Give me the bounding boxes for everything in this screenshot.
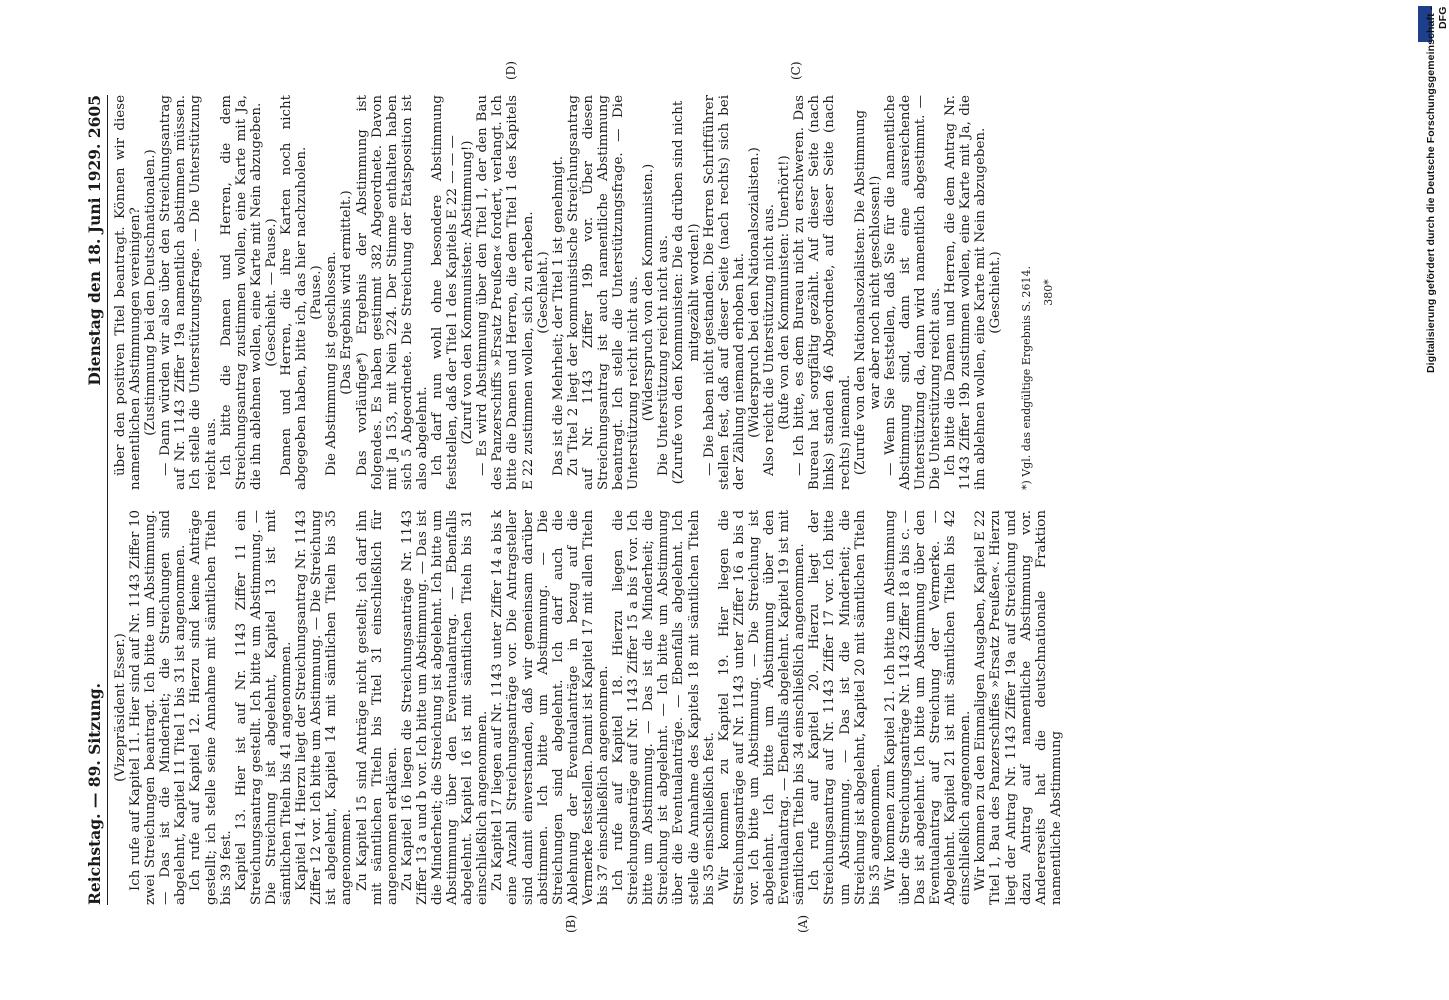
paragraph: Zu Kapitel 15 sind Anträge nicht gestellt; ich darf ihn mit sämtlichen Titeln bis Titel 31 einschließlich für angenommen erklären. bbox=[354, 510, 400, 905]
margin-marker-a: (A) bbox=[796, 914, 810, 933]
paragraph: Ich bitte die Damen und Herren, die dem Streichungsantrag zustimmen wollen, eine Karte mit Ja, die ihn ablehnen wollen, eine Karte mit Nein abzugeben. bbox=[218, 95, 264, 490]
paragraph: Wir kommen zu Kapitel 19. Hier liegen die Streichungsanträge auf Nr. 1143 unter Ziffer 16 a bis d vor. Ich bitte um Abstimmung. — Die Streichung ist abgelehnt. Ich bitte um Abstimmung über den Eventualantrag. — Ebenfalls abgelehnt. Kapitel 19 ist mit sämtlichen Titeln bis 34 einschließlich angenommen. bbox=[716, 510, 808, 905]
paragraph: Also reicht die Unterstützung nicht aus. bbox=[762, 204, 778, 476]
paragraph: — Es wird Abstimmung über den Titel 1, der den Bau des Panzerschiffs »Ersatz Preußen« fordert, verlangt. Ich bitte die Damen und Herren, die dem Titel 1 des Kapitels E 22 zustimmen wollen, sich zu erheben. bbox=[475, 95, 536, 490]
paragraph: Ich rufe auf Kapitel 11. Hier sind auf Nr. 1143 Ziffer 10 zwei Streichungen beantragt. Ich bitte um Abstimmung. — Das ist die Minderheit; die Streichungen sind abgelehnt, Kapitel 11 Titel 1 bis 31 ist angenommen. bbox=[128, 510, 189, 905]
interjection: (Geschieht.) bbox=[988, 251, 1004, 334]
paragraph: — Dann würden wir also über den Streichungsantrag auf Nr. 1143 Ziffer 19a namentlich abstimmen müssen. Ich stelle die Unterstützungsfrage. — Die Unterstützung reicht aus. bbox=[158, 95, 219, 490]
sheet-number: 380* bbox=[1041, 279, 1055, 306]
speaker-line: (Vizepräsident Esser.) bbox=[113, 633, 128, 782]
paragraph: Die Abstimmung ist geschlossen. bbox=[324, 251, 340, 476]
paragraph: Ich rufe auf Kapitel 12. Hierzu sind keine Anträge gestellt; ich stelle seine Annahme mit sämtlichen Titeln bis 39 fest. bbox=[188, 510, 234, 905]
interjection: (Geschieht.) bbox=[535, 251, 551, 334]
paragraph: — Die haben nicht gestanden. Die Herren Schriftführer stellen fest, daß auf dieser Seite (nach rechts) sich bei der Zählung niemand erhoben hat. bbox=[701, 95, 747, 490]
interjection: (Pause.) bbox=[309, 265, 325, 320]
paragraph: über den positiven Titel beantragt. Können wir diese namentlichen Abstimmungen vereinigen? bbox=[113, 95, 144, 490]
interjection: (Widerspruch bei den Nationalsozialisten.) bbox=[746, 147, 762, 438]
paragraph: Zu Kapitel 17 liegen auf Nr. 1143 unter Ziffer 14 a bis k eine Anzahl Streichungsanträge vor. Die Antragsteller sind damit einverstanden, daß wir gemeinsam darüber abstimmen. Ich bitte um Abstimmung. — Die Streichungen sind abgelehnt. Ich darf auch die Ablehnung der Eventualanträge in bezug auf die Vermerke feststellen. Damit ist Kapitel 17 mit allen Titeln bis 37 einschließlich angenommen. bbox=[490, 510, 611, 905]
paragraph: Ich rufe auf Kapitel 18. Hierzu liegen die Streichungsanträge auf Nr. 1143 Ziffer 15 a bis f vor. Ich bitte um Abstimmung. — Das ist die Minderheit; die Streichung ist abgelehnt. — Ich bitte um Abstimmung über die Eventualanträge. — Ebenfalls abgelehnt. Ich stelle die Annahme des Kapitels 18 mit sämtlichen Titeln bis 35 einschließlich fest. bbox=[611, 510, 717, 905]
interjection: (Zurufe von den Nationalsozialisten: Die Abstimmung war aber noch nicht geschlossen!) bbox=[852, 109, 883, 476]
interjection: (Das Ergebnis wird ermittelt.) bbox=[339, 190, 355, 395]
interjection: (Widerspruch von den Kommunisten.) bbox=[641, 163, 657, 422]
document-page bbox=[85, 61, 1240, 933]
paragraph: — Ich bitte, es dem Bureau nicht zu erschweren. Das Bureau hat sorgfältig gezählt. Auf dieser Seite (nach links) standen 46 Abgeordnete, auf dieser Seite (nach rechts) niemand. bbox=[792, 95, 853, 490]
paragraph: Zu Kapitel 16 liegen die Streichungsanträge Nr. 1143 Ziffer 13 a und b vor. Ich bitte um Abstimmung. — Das ist die Minderheit; die Streichung ist abgelehnt. Ich bitte um Abstimmung über den Eventualantrag. — Ebenfalls abgelehnt. Kapitel 16 ist mit sämtlichen Titeln bis 31 einschließlich angenommen. bbox=[399, 510, 491, 905]
paragraph: Kapitel 14. Hierzu liegt der Streichungsantrag Nr. 1143 Ziffer 12 vor. Ich bitte um Abstimmung. — Die Streichung ist abgelehnt, Kapitel 14 mit sämtlichen Titeln bis 35 angenommen. bbox=[294, 510, 355, 905]
paragraph: — Wenn Sie feststellen, daß Sie für die namentliche Abstimmung sind, dann ist eine ausreichende Unterstützung da, dann wird namentlich abgestimmt. — Die Unterstützung reicht aus. bbox=[882, 95, 944, 490]
paragraph: Die Unterstützung reicht nicht aus. bbox=[656, 235, 672, 476]
interjection: (Zurufe von den Kommunisten: Die da drüben sind nicht mitgezählt worden!) bbox=[671, 100, 702, 485]
margin-marker-c: (C) bbox=[789, 61, 803, 80]
paragraph: Ich rufe auf Kapitel 20. Hierzu liegt der Streichungsantrag auf Nr. 1143 Ziffer 17 vor. Ich bitte um Abstimmung. — Das ist die Minderheit; die Streichung ist abgelehnt, Kapitel 20 mit sämtlichen Titeln bis 35 angenommen. bbox=[807, 509, 883, 905]
paragraph: Zu Titel 2 liegt der kommunistische Streichungsantrag auf Nr. 1143 Ziffer 19b vor. Über diesen Streichungsantrag ist auch namentliche Abstimmung beantragt. Ich stelle die Unterstützungsfrage. — Die Unterstützung reicht nicht aus. bbox=[565, 95, 642, 490]
paragraph: Wir kommen zum Kapitel 21. Ich bitte um Abstimmung über die Streichungsanträge Nr. 1143 Ziffer 18 a bis c. — Das ist abgelehnt. Ich bitte um Abstimmung über den Eventualantrag auf Streichung der Vermerke. — Abgelehnt. Kapitel 21 ist mit sämtlichen Titeln bis 42 einschließlich angenommen. bbox=[882, 510, 974, 905]
right-column bbox=[113, 95, 1056, 490]
paragraph: Das vorläufige*) Ergebnis der Abstimmung ist folgendes. Es haben gestimmt 382 Abgeordnete. Davon mit Ja 153, mit Nein 224. Der Stimme enthalten haben sich 5 Abgeordnete. Die Streichung der Etatsposition ist also abgelehnt. bbox=[354, 95, 430, 490]
digitization-note: Digitalisierung gefördert durch die Deutsche Forschungsgemeinschaft - DFG bbox=[1425, 7, 1449, 374]
interjection: (Zustimmung bei den Deutschnationalen.) bbox=[143, 149, 159, 436]
margin-marker-b: (B) bbox=[564, 914, 578, 933]
paragraph: Ich darf nun wohl ohne besondere Abstimmung feststellen, daß der Titel 1 des Kapitels E 22 — — — bbox=[429, 95, 461, 490]
header-date-page: Dienstag den 18. Juni 1929. 2605 bbox=[85, 95, 104, 386]
page-header bbox=[85, 95, 108, 905]
paragraph: Ich bitte die Damen und Herren, die dem Antrag Nr. 1143 Ziffer 19b zustimmen wollen, eine Karte mit Ja, die ihn ablehnen wollen, eine Karte mit Nein abzugeben. bbox=[943, 95, 989, 490]
margin-marker-d: (D) bbox=[504, 61, 518, 80]
paragraph: Kapitel 13. Hier ist auf Nr. 1143 Ziffer 11 ein Streichungsantrag gestellt. Ich bitte um Abstimmung. — Die Streichung ist abgelehnt, Kapitel 13 ist mit sämtlichen Titeln bis 41 angenommen. bbox=[233, 510, 295, 905]
interjection: (Rufe von den Kommunisten: Unerhört!) bbox=[777, 155, 793, 430]
interjection: (Geschieht. — Pause.) bbox=[263, 218, 279, 367]
header-session: Reichstag. — 89. Sitzung. bbox=[85, 683, 104, 905]
footnote: *) Vgl. das endgültige Ergebnis S. 2614. bbox=[1019, 265, 1033, 490]
paragraph: Das ist die Mehrheit; der Titel 1 ist genehmigt. bbox=[550, 156, 566, 476]
paragraph: Wir kommen zu den Einmaligen Ausgaben, Kapitel E 22 Titel 1, Bau des Panzerschiffes »Ersatz Preußen«. Hierzu liegt der Antrag Nr. 1143 Ziffer 19a auf Streichung und dazu Antrag auf namentliche Abstimmung vor. Andererseits hat die deutschnationale Fraktion namentliche Abstimmung bbox=[973, 510, 1064, 905]
left-column bbox=[113, 510, 1064, 905]
interjection: (Zuruf von den Kommunisten: Abstimmung!) bbox=[460, 140, 476, 445]
paragraph: Damen und Herren, die ihre Karten noch nicht abgegeben haben, bitte ich, das hier nachzuholen. bbox=[279, 95, 310, 490]
